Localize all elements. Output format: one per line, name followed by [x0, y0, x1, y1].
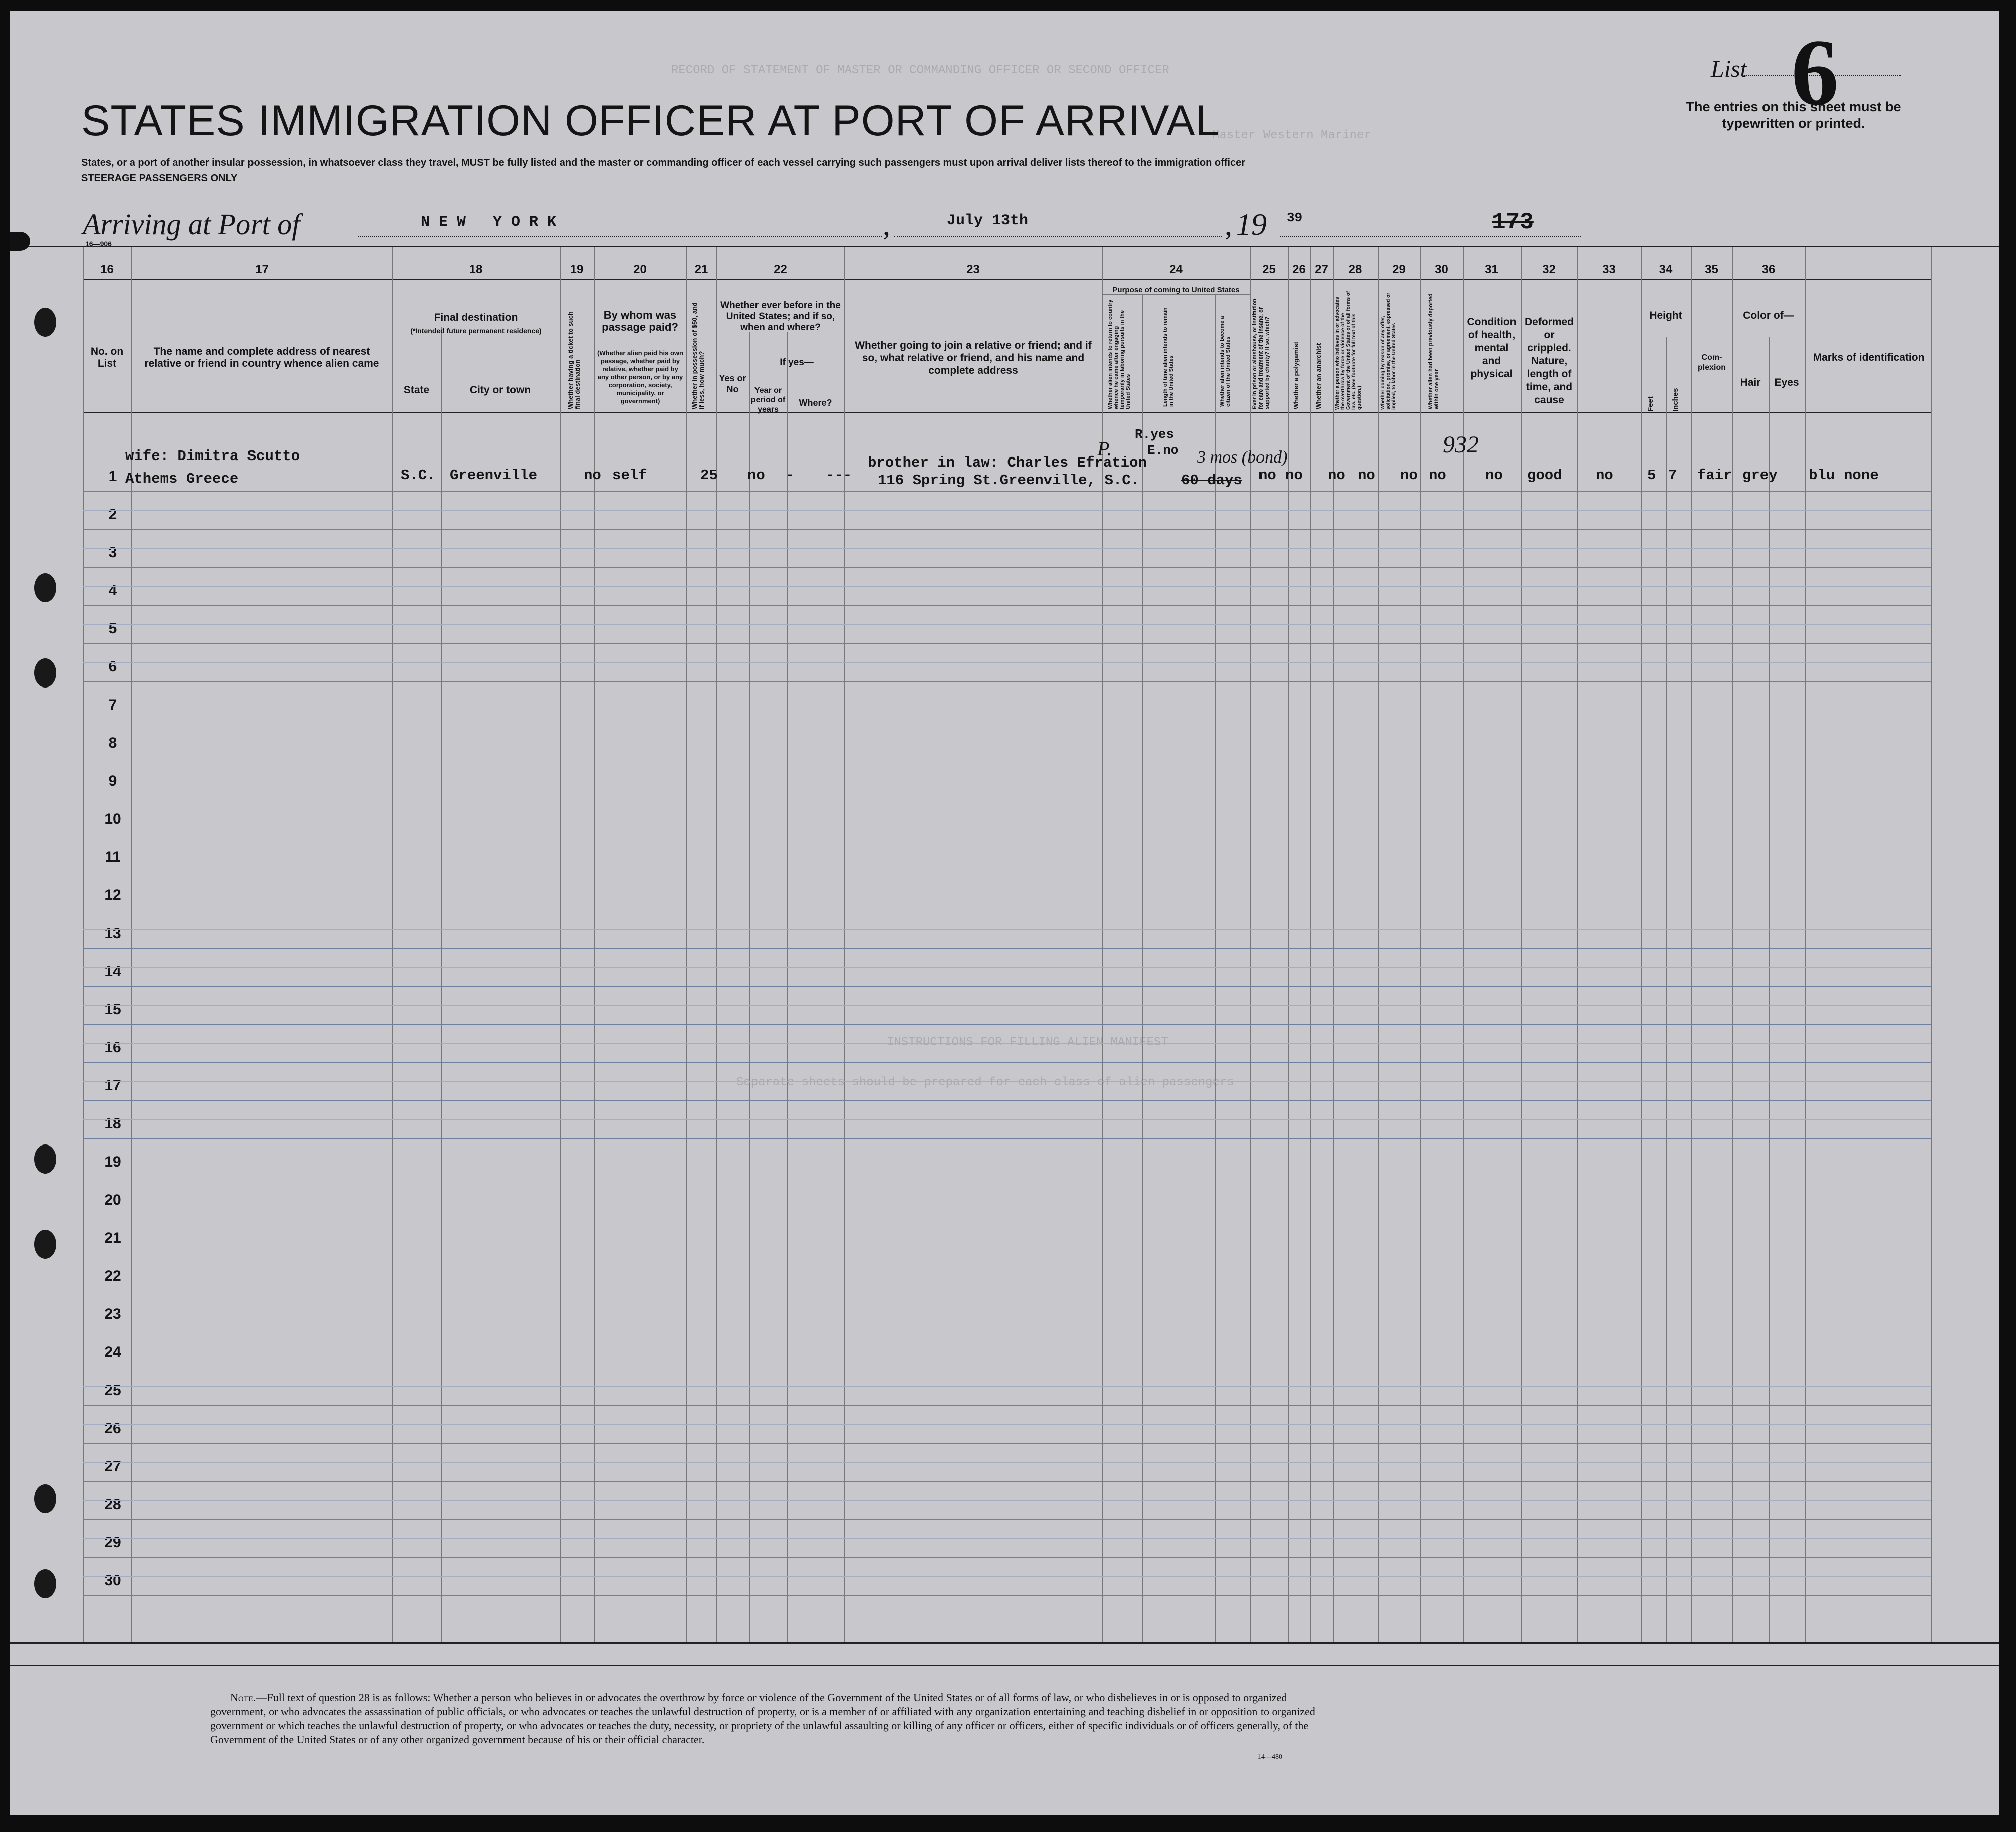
form-mark: 16—906: [85, 240, 112, 248]
header-nearest-relative: The name and complete address of nearest relative or friend in country whence alien came: [144, 346, 379, 369]
row-rule: [83, 948, 1931, 949]
polygamist-value: no: [1328, 467, 1345, 484]
citizen-value: no: [1258, 467, 1276, 484]
column-rule: [1142, 294, 1143, 1642]
year-underline: [1280, 236, 1581, 237]
prison-value: no: [1285, 467, 1303, 484]
binder-hole: [34, 658, 56, 688]
q28-value: no: [1400, 467, 1418, 484]
header-purpose-return: Whether alien intends to return to country whence he came after engaging temporarily in laboring pursuits in the United States: [1107, 299, 1131, 409]
year-value: -: [786, 467, 795, 484]
header-q29: Whether coming by reason of any offer, solicitation, promise, or agreement, expressed or implied, to labor in the United States: [1380, 293, 1397, 410]
row-number: 1: [108, 468, 117, 485]
column-number: 28: [1348, 263, 1362, 276]
destination-state: S.C.: [401, 467, 436, 484]
row-number: 30: [104, 1572, 121, 1589]
footnote-text: —Full text of question 28 is as follows: Whether a person who believes in or advocates the overthrow by force or violence of the Government of the United States or of all forms of law, or who disbelieves in or is opposed to organized government, or who advocates the assassination of public officials, or who advocates or teaches the unlawful destruction of property, or is a member of or affiliated with any organization entertaining and teaching disbelief in or opposition to organized government or which teaches the unlawful destruction of property, or who advocates or teaches the duty, necessity, or propriety of the unlawful assaulting or killing of any officer or officers, either of specific individuals or of officers generally, of the Government of the United States or of any other organized government because of his or their official character.: [210, 1691, 1315, 1746]
column-rule: [1769, 337, 1770, 1642]
deformed-value: no: [1596, 467, 1613, 484]
binder-hole: [34, 1569, 56, 1598]
page-reference: 173: [1492, 209, 1534, 236]
row-subrule: [83, 586, 1931, 587]
hair-value: grey: [1742, 467, 1778, 484]
header-final-destination: Final destination: [434, 312, 518, 323]
purpose-return: R.yes: [1135, 427, 1174, 442]
header-eyes: Eyes: [1774, 377, 1799, 388]
row-number: 25: [104, 1382, 121, 1399]
column-number: 26: [1292, 263, 1306, 276]
bleed-through-line: Separate sheets should be prepared for each class of alien passengers: [736, 1076, 1234, 1089]
date-underline: [894, 236, 1222, 237]
binder-hole: [34, 1230, 56, 1259]
handwritten-mark: P.: [1097, 437, 1112, 460]
column-number: 29: [1392, 263, 1406, 276]
column-rule: [1931, 247, 1932, 1642]
q30-value: no: [1485, 467, 1503, 484]
port-value: N E W Y O R K: [421, 214, 557, 231]
column-number: 21: [694, 263, 708, 276]
year-suffix: 39: [1287, 210, 1303, 225]
binder-hole: [34, 573, 56, 602]
entries-note: The entries on this sheet must be typewritten or printed.: [1686, 99, 1901, 131]
column-number: 18: [469, 263, 483, 276]
row-number: 9: [108, 773, 117, 789]
row-subrule: [83, 1386, 1931, 1387]
row-number: 16: [104, 1039, 121, 1056]
row-number: 10: [104, 811, 121, 827]
header-q28: Whether a person who believes in or advocates the overthrow by force or violence of the Government of the United States or of all forms of law, etc. (See footnote for full text of this question.): [1335, 291, 1362, 410]
row-subrule: [83, 548, 1931, 549]
length-of-stay: 60 days: [1181, 472, 1242, 489]
row-number: 17: [104, 1077, 121, 1094]
header-marks: Marks of identification: [1813, 352, 1925, 363]
column-number: 22: [774, 263, 787, 276]
header-polygamist: Whether a polygamist: [1292, 341, 1300, 409]
column-rule: [1310, 247, 1311, 1642]
list-number: 6: [1791, 20, 1839, 125]
where-value: ---: [826, 467, 852, 484]
row-rule: [83, 491, 1931, 492]
row-number: 12: [104, 887, 121, 903]
row-rule: [83, 1405, 1931, 1406]
row-subrule: [83, 1424, 1931, 1425]
form-title: STATES IMMIGRATION OFFICER AT PORT OF ARRIVAL: [81, 97, 1220, 145]
header-no-on-list: No. on List: [90, 346, 124, 369]
row-number: 18: [104, 1115, 121, 1132]
table-bottom-rule: [10, 1642, 1999, 1644]
bleed-through-line: INSTRUCTIONS FOR FILLING ALIEN MANIFEST: [887, 1036, 1168, 1049]
header-state: State: [403, 384, 430, 396]
row-subrule: [83, 1500, 1931, 1501]
column-number: 19: [570, 263, 584, 276]
header-hair: Hair: [1740, 377, 1761, 388]
row-subrule: [83, 1005, 1931, 1006]
column-rule: [1378, 247, 1379, 1642]
row-subrule: [83, 624, 1931, 625]
table-bottom-rule-2: [10, 1665, 1999, 1666]
steerage-label: STEERAGE PASSENGERS ONLY: [81, 173, 238, 184]
column-rule: [441, 327, 442, 1642]
column-rule: [1333, 247, 1334, 1642]
row-number: 7: [108, 697, 117, 713]
row-subrule: [83, 929, 1931, 930]
column-rule: [560, 247, 561, 1642]
footnote: [210, 1691, 1328, 1747]
row-rule: [83, 529, 1931, 530]
form-subtitle-text: States, or a port of another insular possession, in whatsoever class they travel, MUST be fully listed and the master or commanding officer of each vessel carrying such passengers must upon arrival deliver lists thereof to the immigration officer: [81, 157, 1245, 168]
column-rule: [392, 247, 393, 1642]
row-subrule: [83, 1081, 1931, 1082]
comma: ,: [1225, 208, 1232, 241]
header-anarchist: Whether an anarchist: [1315, 343, 1322, 409]
relative-name: wife: Dimitra Scutto: [125, 448, 300, 465]
row-rule: [83, 1024, 1931, 1025]
column-rule: [1521, 247, 1522, 1642]
row-number: 8: [108, 735, 117, 751]
complexion-value: fair: [1697, 467, 1732, 484]
header-top-rule: [10, 246, 1999, 247]
column-rule: [1215, 294, 1216, 1642]
row-subrule: [83, 1462, 1931, 1463]
row-rule: [83, 567, 1931, 568]
relative-address: Athems Greece: [125, 471, 239, 487]
row-number: 29: [104, 1534, 121, 1551]
column-rule: [1420, 247, 1421, 1642]
handwritten-number: 932: [1443, 431, 1479, 458]
column-rule: [1805, 247, 1806, 1642]
row-rule: [83, 1481, 1931, 1482]
height-inches: 7: [1668, 467, 1677, 484]
row-subrule: [83, 1119, 1931, 1120]
anarchist-value: no: [1358, 467, 1375, 484]
column-number: 31: [1485, 263, 1498, 276]
port-underline: [358, 236, 882, 237]
header-feet: Feet: [1646, 396, 1655, 412]
row-number: 13: [104, 925, 121, 942]
row-number: 26: [104, 1420, 121, 1437]
ticket-value: no: [584, 467, 601, 484]
row-rule: [83, 605, 1931, 606]
row-number: 3: [108, 544, 117, 561]
column-number: 23: [966, 263, 980, 276]
binder-hole: [34, 1144, 56, 1174]
column-rule: [594, 247, 595, 1642]
row-number: 24: [104, 1344, 121, 1360]
column-number: 30: [1435, 263, 1448, 276]
header-where: Where?: [799, 398, 832, 408]
row-number: 15: [104, 1001, 121, 1018]
header-by-whom: By whom was passage paid?: [602, 309, 678, 333]
column-rule: [83, 247, 84, 1642]
binder-hole: [34, 308, 56, 337]
q29-value: no: [1429, 467, 1446, 484]
health-value: good: [1527, 467, 1562, 484]
column-number-rule: [83, 279, 1931, 280]
header-purpose-citizen: Whether alien intends to become a citizen of the United States: [1219, 316, 1231, 407]
header-color-of: Color of—: [1743, 310, 1794, 321]
row-rule: [83, 1100, 1931, 1101]
header-purpose-length: Length of time alien intends to remain in the United States: [1162, 307, 1174, 407]
destination-city: Greenville: [450, 467, 538, 484]
arriving-label: Arriving at Port of: [83, 208, 300, 241]
column-number: 36: [1761, 263, 1776, 276]
column-number: 27: [1315, 263, 1328, 276]
row-number: 28: [104, 1496, 121, 1513]
row-subrule: [83, 1043, 1931, 1044]
column-rule: [1732, 247, 1733, 1642]
header-joining: Whether going to join a relative or friend; and if so, what relative or friend, and his name and complete address: [855, 340, 1092, 376]
column-number: 32: [1542, 263, 1556, 276]
column-number: 16: [100, 263, 114, 276]
paid-by-value: self: [612, 467, 647, 484]
header-subrule: [1102, 294, 1250, 295]
join-name: brother in law: Charles Efration: [868, 454, 1147, 471]
money-value: 25: [700, 467, 718, 484]
list-label: List: [1711, 56, 1747, 82]
row-rule: [83, 643, 1931, 644]
form-code: 14—480: [1257, 1753, 1282, 1761]
row-subrule: [83, 662, 1931, 663]
purpose-engage: E.no: [1147, 443, 1179, 458]
header-final-destination-note: (*Intended future permanent residence): [410, 327, 542, 335]
row-rule: [83, 1062, 1931, 1063]
header-q30: Whether alien had been previously deported within one year: [1428, 293, 1440, 409]
row-number: 20: [104, 1192, 121, 1208]
row-rule: [83, 1519, 1931, 1520]
header-complexion: Com-plexion: [1697, 353, 1726, 372]
row-rule: [83, 681, 1931, 682]
height-feet: 5: [1647, 467, 1656, 484]
column-number: 25: [1262, 263, 1276, 276]
row-subrule: [83, 510, 1931, 511]
before-value: no: [747, 467, 765, 484]
header-if-yes: If yes—: [780, 357, 814, 368]
row-subrule: [83, 1576, 1931, 1577]
header-health: Condition of health, mental and physical: [1467, 316, 1517, 380]
header-city: City or town: [469, 384, 531, 396]
marks-value: none: [1844, 467, 1879, 484]
column-number: 17: [255, 263, 269, 276]
header-ticket: Whether having a ticket to such final destination: [567, 311, 581, 409]
row-rule: [83, 1557, 1931, 1558]
row-subrule: [83, 1538, 1931, 1539]
header-prison: Ever in prison or almshouse, or institution for care and treatment of the insane, or supported by charity? If so, which?: [1252, 298, 1270, 409]
form-subtitle: [81, 155, 1719, 186]
row-number: 22: [104, 1268, 121, 1284]
column-rule: [1666, 337, 1667, 1642]
row-rule: [83, 1443, 1931, 1444]
column-number: 20: [633, 263, 647, 276]
column-rule: [749, 332, 750, 1642]
row-rule: [83, 1138, 1931, 1139]
row-number: 19: [104, 1154, 121, 1170]
row-number: 27: [104, 1458, 121, 1475]
header-height: Height: [1649, 310, 1682, 321]
row-subrule: [83, 967, 1931, 968]
row-number: 4: [108, 582, 117, 599]
column-rule: [787, 332, 788, 1642]
header-by-whom-note: (Whether alien paid his own passage, whether paid by relative, whether paid by any other person, or by any corporation, society, municipality, or government): [597, 349, 683, 405]
binder-hole: [34, 1484, 56, 1513]
bleed-through-line: Master Western Mariner: [1212, 129, 1371, 142]
column-rule: [686, 247, 687, 1642]
header-inches: Inches: [1671, 388, 1680, 412]
footnote-label: Note.: [230, 1691, 256, 1704]
column-number: 24: [1169, 263, 1183, 276]
column-number: 35: [1705, 263, 1718, 276]
length-handwritten: 3 mos (bond): [1197, 448, 1288, 467]
eyes-value: blu: [1809, 467, 1835, 484]
comma: ,: [883, 208, 890, 241]
row-number: 6: [108, 658, 117, 675]
column-rule: [1641, 247, 1642, 1642]
header-purpose: Purpose of coming to United States: [1112, 286, 1240, 294]
column-rule: [844, 247, 845, 1642]
bleed-through-line: RECORD OF STATEMENT OF MASTER OR COMMANDING OFFICER OR SECOND OFFICER: [671, 64, 1169, 77]
binder-notch: [10, 232, 30, 251]
row-rule: [83, 986, 1931, 987]
row-number: 21: [104, 1230, 121, 1246]
header-before-in-us: Whether ever before in the United States; and if so, when and where?: [720, 300, 841, 333]
column-number: 34: [1659, 263, 1673, 276]
row-number: 5: [108, 620, 117, 637]
header-yes-no: Yes or No: [719, 373, 746, 394]
date-value: July 13th: [947, 212, 1029, 230]
join-address: 116 Spring St.Greenville, S.C.: [878, 472, 1140, 489]
header-deformed: Deformed or crippled. Nature, length of time, and cause: [1524, 316, 1574, 406]
column-rule: [1691, 247, 1692, 1642]
column-rule: [716, 247, 717, 1642]
column-number: 33: [1602, 263, 1616, 276]
header-money: Whether in possession of $50, and if less, how much?: [691, 302, 705, 409]
row-rule: [83, 1595, 1931, 1596]
manifest-sheet: [10, 11, 1999, 1815]
row-number: 14: [104, 963, 121, 980]
row-number: 23: [104, 1306, 121, 1322]
header-year-period: Year or period of years: [750, 386, 786, 414]
year-prefix: 19: [1236, 208, 1267, 241]
row-number: 11: [105, 849, 121, 865]
row-number: 2: [108, 506, 117, 523]
header-bottom-rule: [83, 412, 1931, 413]
column-rule: [1577, 247, 1578, 1642]
column-rule: [1288, 247, 1289, 1642]
